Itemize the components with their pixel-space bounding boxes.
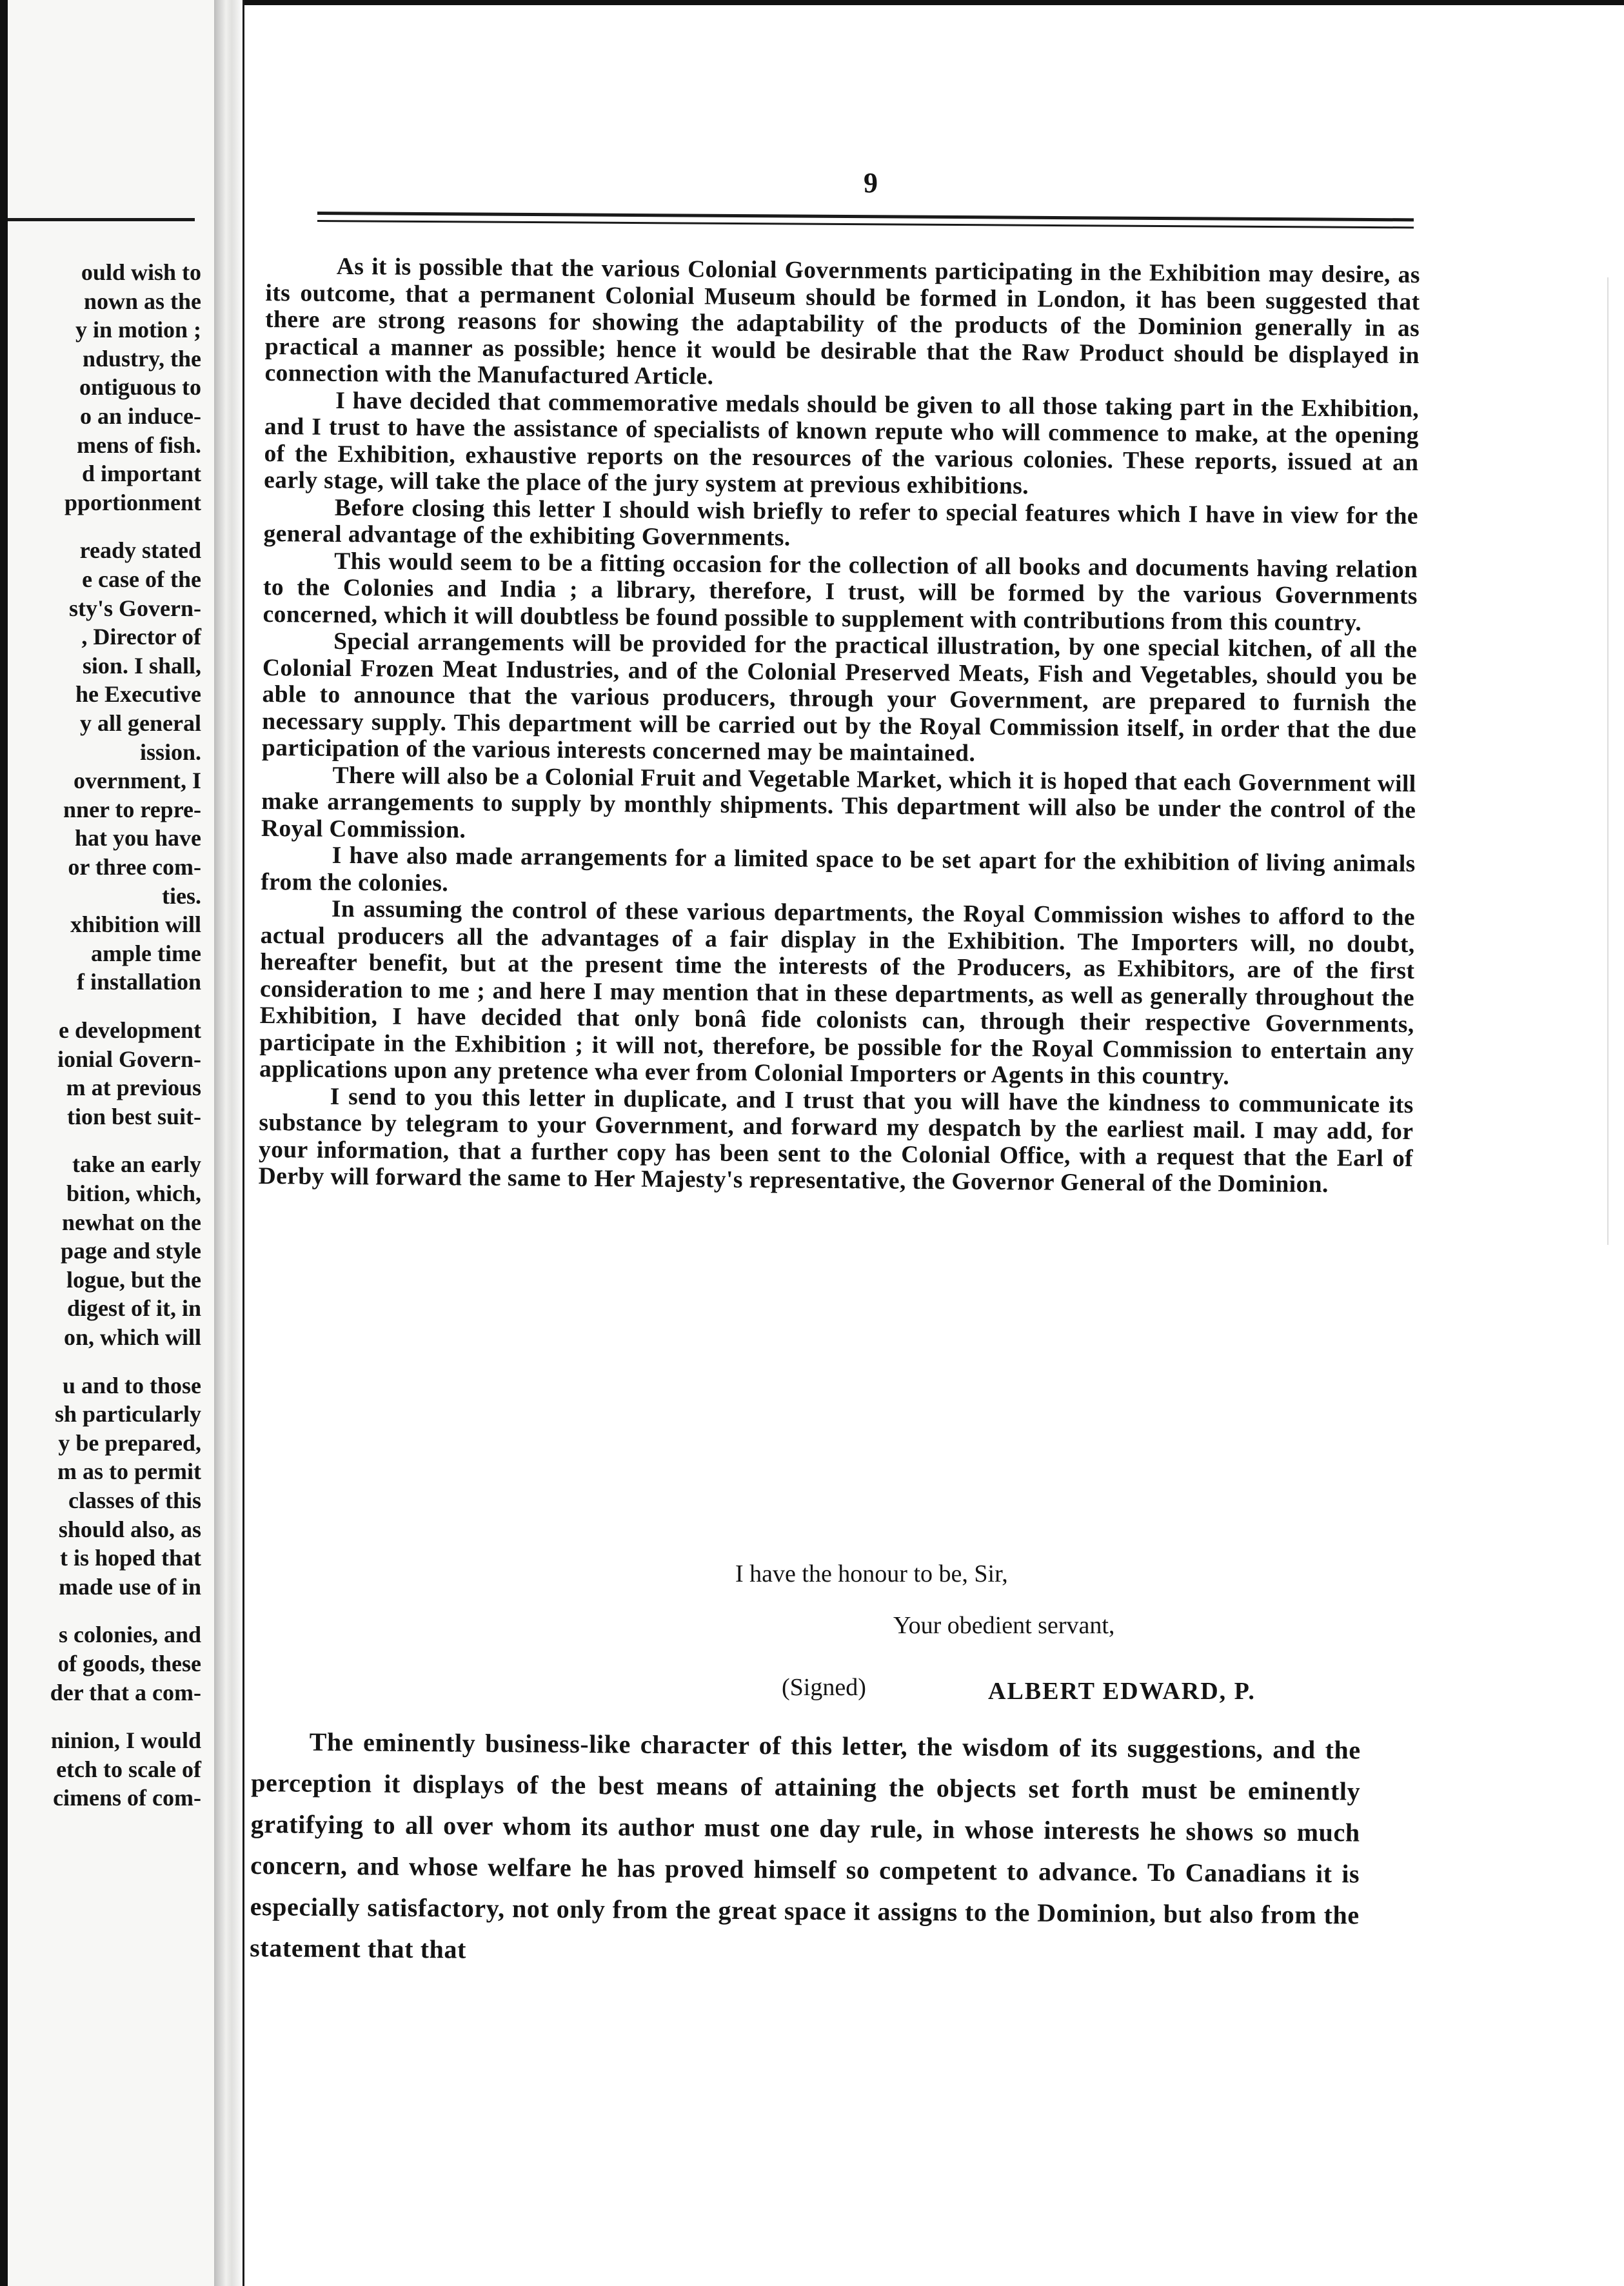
facing-page-line: y be prepared, [58,1429,201,1456]
gutter-line [243,0,244,2286]
facing-page-line: m at previous [66,1075,201,1101]
facing-page-line: etch to scale of [56,1756,201,1782]
facing-page-line: xhibition will [70,911,201,938]
facing-page-line: take an early [72,1151,201,1178]
facing-page-line: hat you have [74,825,201,851]
facing-page-line: bition, which, [66,1180,201,1206]
facing-page-line: ould wish to [81,259,201,285]
facing-page-line: e case of the [82,566,201,592]
facing-page-line: ready stated [79,537,201,564]
letter-paragraph: In assuming the control of these various departments, the Royal Commission wishes to afford to the actual producers all the advantages of a fair display in the Exhibition. The Importers will, no doubt, hereafter benefit, but at the present time the interests of the Producers, as Exhibitors, are of the first consideration to me ; and here I may mention that in these departments, as well as generally throughout the Exhibition, I have decided that only bonâ fide colonists can, through their respective Governments, participate in the Exhibition ; it will not, therefore, be possible for the Royal Commission to entertain any applications upon any pretence wha ever from Colonial Importers or Agents in this country. [259,895,1416,1090]
closing-line: Your obedient servant, [893,1612,1115,1639]
facing-page-line: ties. [162,882,201,909]
commentary-paragraph: The eminently business-like character of this letter, the wisdom of its suggestions, and the perception it displays of the best means of attaining the objects set forth must be eminently gratifying to all over whom its author must one day rule, in whose interests he shows so much concern, and whose welfare he has proved himself so competent to advance. To Canadians it is especially satisfactory, not only from the great space it assigns to the Dominion, but also from the statement that that [250,1727,1361,1964]
facing-page-line: overnment, I [74,768,201,794]
facing-page-line: e development [59,1017,201,1043]
facing-page-line: sion. I shall, [82,652,201,679]
facing-page-line: should also, as [58,1516,201,1542]
facing-page-line: sty's Govern- [69,595,201,621]
facing-page-line: nner to repre- [63,796,201,822]
facing-page-line: ission. [139,739,201,765]
header-rule-thin [317,220,1414,228]
signature: ALBERT EDWARD, P. [988,1678,1256,1705]
letter-paragraph: I have also made arrangements for a limited space to be set apart for the exhibition of living animals from the colonies. [261,842,1416,897]
letter-paragraph: There will also be a Colonial Fruit and Vegetable Market, which it is hoped that each Government will make arrangements to supply by monthly shipments. This department will also be under the control of the Royal Commission. [261,762,1416,843]
facing-page-line: page and style [60,1238,201,1264]
facing-page-line: nown as the [83,288,201,314]
facing-page-line: m as to permit [57,1458,201,1485]
facing-page-line: s colonies, and [58,1622,201,1648]
facing-page-line: ninion, I would [50,1727,201,1754]
facing-page-line: made use of in [58,1573,201,1600]
facing-page-line: o an induce- [79,403,201,429]
facing-page-line: or three com- [68,854,201,880]
facing-page-line: cimens of com- [53,1785,201,1811]
facing-page-line: ionial Govern- [57,1046,201,1072]
letter-paragraph: Special arrangements will be provided for the practical illustration, by one special kitchen, of all the Colonial Frozen Meat Industries, and of the Colonial Preserved Meats, Fish and Vegetables, should you be able to announce that the various producers, through your Government, are prepared to furnish the necessary supply. This department will be carried out by the Royal Commission itself, in order that the due participation of the various interests concerned may be maintained. [261,628,1418,767]
letter-paragraph: As it is possible that the various Colonial Governments participating in the Exhibition may desire, as its outcome, that a permanent Colonial Museum should be formed in London, it has been suggested that there are strong reasons for showing the adaptability of the products of the Dominion generally in as practical a manner as possible; hence it would be desirable that the Raw Product should be displayed in connection with the Manufactured Article. [264,253,1420,390]
facing-page-line: tion best suit- [66,1103,201,1129]
closing-line: I have the honour to be, Sir, [735,1560,1008,1587]
letter-body [259,253,1420,1199]
facing-page-line: on, which will [63,1324,201,1350]
facing-page-line: he Executive [75,681,201,708]
book-gutter [214,0,244,2286]
letter-paragraph: I send to you this letter in duplicate, and I trust that you will have the kindness to communicate its substance by telegram to your Government, and forward my despatch by the earliest mail. I may add, for your information, that a further copy has been sent to the Colonial Office, with a request that the Earl of Derby will forward the same to Her Majesty's representative, the Governor General of the Dominion. [258,1083,1414,1198]
letter-paragraph: Before closing this letter I should wish briefly to refer to special features which I have in view for the general advantage of the exhibiting Governments. [263,494,1419,552]
facing-page-line: f installation [76,969,201,995]
facing-page-line: ontiguous to [79,374,201,401]
facing-page-line: of goods, these [57,1651,201,1676]
facing-page-line: pportionment [64,489,201,515]
facing-page-line: y all general [80,710,201,736]
facing-page-line: t is hoped that [59,1545,201,1571]
facing-page-line: sh particularly [54,1401,201,1427]
facing-page-line: digest of it, in [66,1295,201,1322]
facing-page-line: u and to those [62,1372,201,1398]
facing-page-line: d important [81,461,201,487]
facing-page-line: classes of this [68,1487,201,1513]
signed-label: (Signed) [782,1674,866,1701]
facing-page-line: ample time [91,940,201,966]
page-number: 9 [864,167,878,199]
facing-page-line: newhat on the [61,1209,201,1235]
facing-page-line: der that a com- [50,1679,201,1705]
facing-page-line: , Director of [81,624,201,650]
commentary [250,1721,1361,1977]
header-rule-thick [317,212,1414,221]
facing-page-line: y in motion ; [75,317,201,343]
facing-page-line: logue, but the [66,1266,201,1293]
facing-page-header-rule [8,218,195,221]
scan-edge-left [0,0,8,2286]
letter-paragraph: I have decided that commemorative medals should be given to all those taking part in the Exhibition, and I trust to have the assistance of specialists of known repute who will commence to make, at the opening of the Exhibition, exhaustive reports on the resources of the various colonies. These reports, issued at an early stage, will take the place of the jury system at previous exhibitions. [264,387,1420,500]
facing-page-line: ndustry, the [82,345,201,372]
letter-paragraph: This would seem to be a fitting occasion for the collection of all books and documents having relation to the Colonies and India ; a library, therefore, I trust, will be formed by the various Governments concerned, which it will doubtless be found possible to supplement with contributions from this country. [262,548,1418,636]
facing-page-line: mens of fish. [76,432,201,458]
scan-artifact [1607,277,1609,1245]
